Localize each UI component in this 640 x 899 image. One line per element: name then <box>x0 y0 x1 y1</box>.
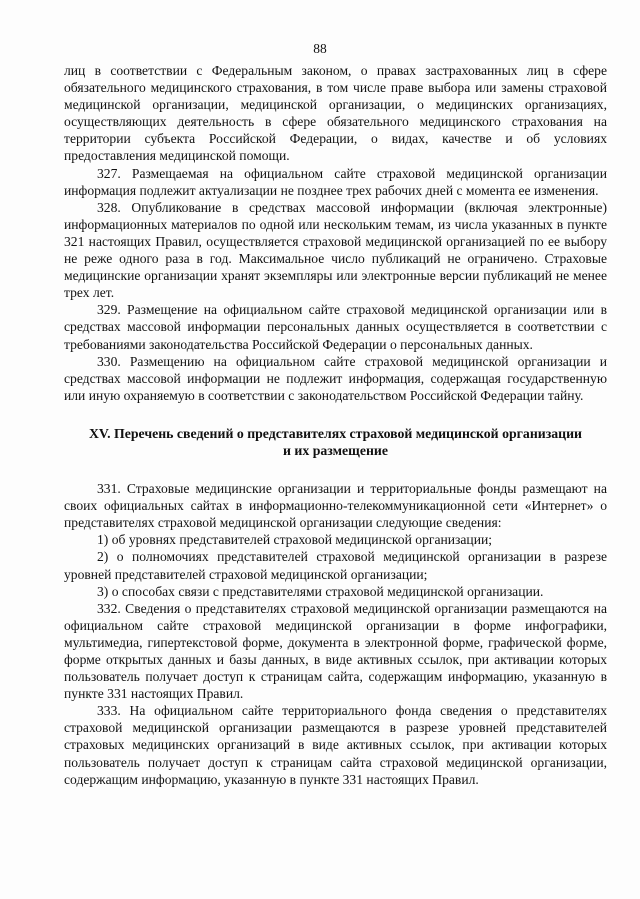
paragraph-333: 333. На официальном сайте территориального фонда сведения о представителях страховой медицинской организации размещаются в разрезе уровней представителей страховых медицинских организаций в виде активных ссылок, при активации которых пользователь получает доступ к страницам сайта страховой медицинской организации, содержащим информацию, указанную в пункте 331 настоящих Правил. <box>64 703 607 787</box>
paragraph-330: 330. Размещению на официальном сайте страховой медицинской организации и средствах массовой информации не подлежит информация, содержащая государственную или иную охраняемую в соответствии с законодательством Российской Федерации тайну. <box>64 353 607 403</box>
list-item-2: 2) о полномочиях представителей страховой медицинской организации в разрезе уровней представителей страховой медицинской организации; <box>64 549 607 582</box>
paragraph-329: 329. Размещение на официальном сайте страховой медицинской организации или в средствах массовой информации персональных данных осуществляется в соответствии с требованиями законодательства Российской Федерации о персональных данных. <box>64 302 607 352</box>
paragraph-331: 331. Страховые медицинские организации и территориальные фонды размещают на своих официальных сайтах в информационно-телекоммуникационной сети «Интернет» о представителях страховой медицинской организации следующие сведения: <box>64 481 607 531</box>
paragraph-328: 328. Опубликование в средствах массовой информации (включая электронные) информационных материалов по одной или нескольким темам, из числа указанных в пункте 321 настоящих Правил, осуществляется страховой медицинской организацией по ее выбору не реже одного раза в год. Максимальное число публикаций не ограничено. Страховые медицинские организации хранят экземпляры или электронные версии публикаций не менее трех лет. <box>64 199 607 301</box>
page-number: 88 <box>313 41 327 56</box>
paragraph-327: 327. Размещаемая на официальном сайте страховой медицинской организации информация подлежит актуализации не позднее трех рабочих дней с момента ее изменения. <box>64 165 607 198</box>
list-item-3: 3) о способах связи с представителями страховой медицинской организации. <box>97 583 544 599</box>
document-body <box>64 62 607 788</box>
section-heading: XV. Перечень сведений о представителях страховой медицинской организации и их размещение <box>88 425 583 459</box>
paragraph-332: 332. Сведения о представителях страховой медицинской организации размещаются на официальном сайте страховой медицинской организации в форме инфографики, мультимедиа, гипертекстовой форме, документа в электронной форме, графической форме, форме открытых данных и базы данных, в виде активных ссылок, при активации которых пользователь получает доступ к страницам сайта, содержащим информацию, указанную в пункте 331 настоящих Правил. <box>64 600 607 702</box>
paragraph-continuation: лиц в соответствии с Федеральным законом, о правах застрахованных лиц в сфере обязательного медицинского страхования, в том числе праве выбора или замены страховой медицинской организации, медицинской организации, о медицинских организациях, осуществляющих деятельность в сфере обязательного медицинского страхования на территории субъекта Российской Федерации, о видах, качестве и об условиях предоставления медицинской помощи. <box>64 63 607 164</box>
list-item-1: 1) об уровнях представителей страховой медицинской организации; <box>97 532 493 548</box>
